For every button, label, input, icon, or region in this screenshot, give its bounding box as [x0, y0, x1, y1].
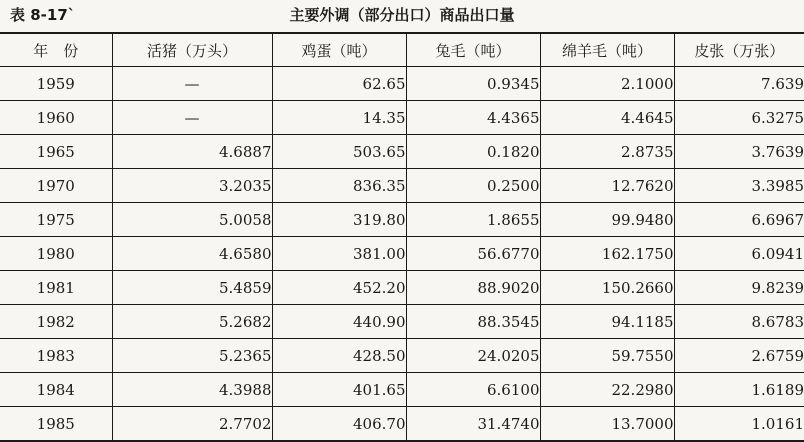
cell-eggs: 381.00 — [272, 237, 406, 271]
table-row — [0, 67, 804, 101]
cell-live-hogs: 5.4859 — [112, 271, 272, 305]
cell-live-hogs: — — [112, 67, 272, 101]
cell-wool: 94.1185 — [540, 305, 674, 339]
cell-hides: 2.6759 — [674, 339, 804, 373]
table-row — [0, 407, 804, 442]
cell-live-hogs: 3.2035 — [112, 169, 272, 203]
header-hides: 皮张（万张） — [674, 33, 804, 67]
table-row — [0, 305, 804, 339]
cell-hides: 1.6189 — [674, 373, 804, 407]
cell-wool: 2.8735 — [540, 135, 674, 169]
cell-live-hogs: 4.3988 — [112, 373, 272, 407]
cell-year: 1975 — [0, 203, 112, 237]
cell-live-hogs: 5.0058 — [112, 203, 272, 237]
header-eggs: 鸡蛋（吨） — [272, 33, 406, 67]
header-rabbit-hair: 兔毛（吨） — [406, 33, 540, 67]
cell-wool: 99.9480 — [540, 203, 674, 237]
cell-rabbit-hair: 1.8655 — [406, 203, 540, 237]
cell-eggs: 836.35 — [272, 169, 406, 203]
header-live-hogs: 活猪（万头） — [112, 33, 272, 67]
cell-hides: 7.639 — [674, 67, 804, 101]
header-year: 年 份 — [0, 33, 112, 67]
cell-eggs: 14.35 — [272, 101, 406, 135]
table-row — [0, 339, 804, 373]
cell-live-hogs: 2.7702 — [112, 407, 272, 442]
cell-rabbit-hair: 6.6100 — [406, 373, 540, 407]
table-label: 表 8-17` — [10, 6, 76, 24]
cell-year: 1983 — [0, 339, 112, 373]
cell-hides: 3.7639 — [674, 135, 804, 169]
cell-rabbit-hair: 4.4365 — [406, 101, 540, 135]
header-row — [0, 33, 804, 67]
cell-rabbit-hair: 24.0205 — [406, 339, 540, 373]
cell-live-hogs: 4.6580 — [112, 237, 272, 271]
cell-eggs: 62.65 — [272, 67, 406, 101]
cell-live-hogs: — — [112, 101, 272, 135]
cell-rabbit-hair: 0.9345 — [406, 67, 540, 101]
table-title: 主要外调（部分出口）商品出口量 — [289, 6, 515, 24]
cell-year: 1965 — [0, 135, 112, 169]
cell-eggs: 452.20 — [272, 271, 406, 305]
cell-year: 1959 — [0, 67, 112, 101]
table-row — [0, 101, 804, 135]
cell-wool: 12.7620 — [540, 169, 674, 203]
cell-rabbit-hair: 56.6770 — [406, 237, 540, 271]
cell-year: 1982 — [0, 305, 112, 339]
cell-year: 1980 — [0, 237, 112, 271]
cell-wool: 13.7000 — [540, 407, 674, 442]
table-row — [0, 271, 804, 305]
table-row — [0, 237, 804, 271]
cell-wool: 59.7550 — [540, 339, 674, 373]
cell-wool: 4.4645 — [540, 101, 674, 135]
header-wool: 绵羊毛（吨） — [540, 33, 674, 67]
cell-year: 1981 — [0, 271, 112, 305]
cell-year: 1984 — [0, 373, 112, 407]
cell-rabbit-hair: 88.9020 — [406, 271, 540, 305]
cell-eggs: 406.70 — [272, 407, 406, 442]
cell-year: 1970 — [0, 169, 112, 203]
cell-hides: 6.3275 — [674, 101, 804, 135]
table-row — [0, 135, 804, 169]
cell-wool: 22.2980 — [540, 373, 674, 407]
cell-hides: 3.3985 — [674, 169, 804, 203]
cell-hides: 9.8239 — [674, 271, 804, 305]
cell-wool: 2.1000 — [540, 67, 674, 101]
cell-live-hogs: 5.2365 — [112, 339, 272, 373]
table-row — [0, 203, 804, 237]
cell-eggs: 440.90 — [272, 305, 406, 339]
cell-hides: 6.0941 — [674, 237, 804, 271]
table-row — [0, 373, 804, 407]
cell-rabbit-hair: 31.4740 — [406, 407, 540, 442]
export-volume-table — [0, 32, 804, 442]
cell-rabbit-hair: 0.2500 — [406, 169, 540, 203]
table-row — [0, 169, 804, 203]
cell-live-hogs: 5.2682 — [112, 305, 272, 339]
cell-wool: 150.2660 — [540, 271, 674, 305]
cell-eggs: 503.65 — [272, 135, 406, 169]
cell-hides: 6.6967 — [674, 203, 804, 237]
cell-eggs: 428.50 — [272, 339, 406, 373]
cell-year: 1960 — [0, 101, 112, 135]
cell-eggs: 401.65 — [272, 373, 406, 407]
cell-hides: 8.6783 — [674, 305, 804, 339]
cell-eggs: 319.80 — [272, 203, 406, 237]
cell-rabbit-hair: 0.1820 — [406, 135, 540, 169]
cell-hides: 1.0161 — [674, 407, 804, 442]
cell-rabbit-hair: 88.3545 — [406, 305, 540, 339]
cell-year: 1985 — [0, 407, 112, 442]
cell-live-hogs: 4.6887 — [112, 135, 272, 169]
cell-wool: 162.1750 — [540, 237, 674, 271]
